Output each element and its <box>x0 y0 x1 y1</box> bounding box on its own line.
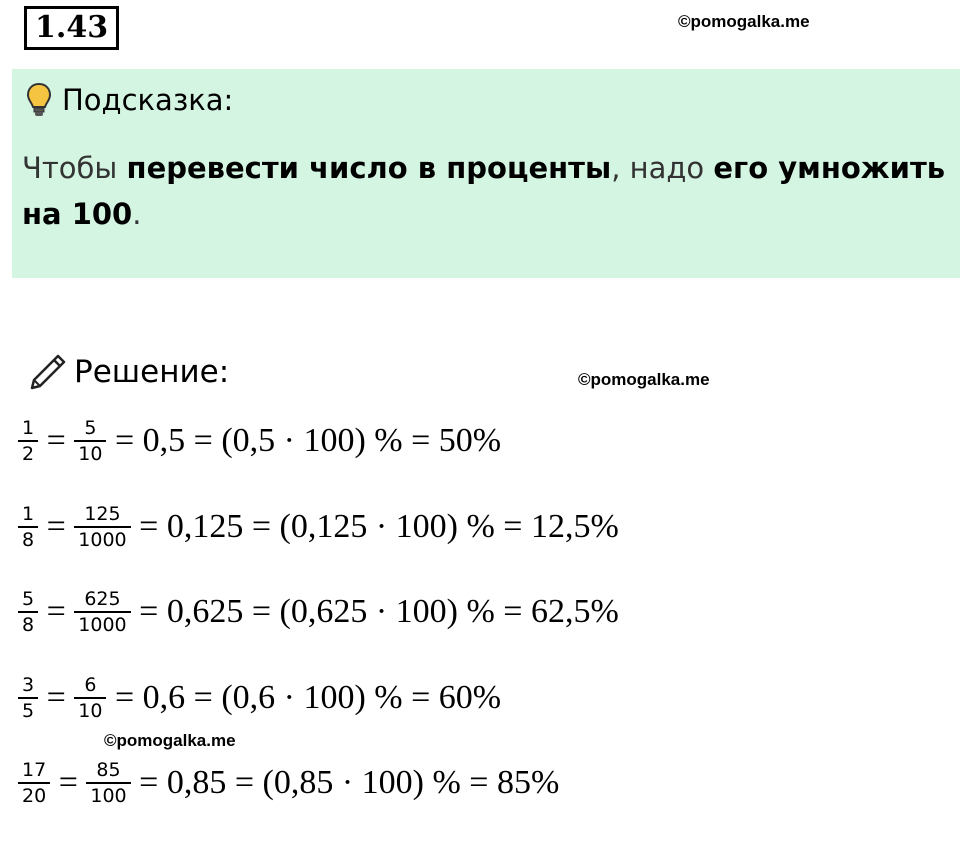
solution-title <box>28 352 229 392</box>
watermark-bottom: ©pomogalka.me <box>104 731 236 750</box>
fraction <box>76 416 104 466</box>
hint-text-bold: его умножить на 100 <box>22 151 946 231</box>
denominator: 20 <box>22 785 47 807</box>
denominator: 5 <box>22 700 35 722</box>
equation-row <box>18 587 619 637</box>
equals-sign: = <box>38 422 75 459</box>
hint-text-bold: перевести число в проценты <box>126 151 612 185</box>
numerator: 17 <box>22 759 47 781</box>
equals-sign: = <box>38 508 75 545</box>
numerator: 1 <box>22 503 35 525</box>
numerator: 5 <box>84 417 97 439</box>
denominator: 1000 <box>78 529 127 551</box>
equals-sign: = <box>50 764 87 801</box>
equation-rest: = 0,625 = (0,625 · 100) % = 62,5% <box>130 593 619 630</box>
equation-rest: = 0,5 = (0,5 · 100) % = 50% <box>106 422 502 459</box>
denominator: 2 <box>22 443 35 465</box>
denominator: 1000 <box>78 614 127 636</box>
hint-title-text: Подсказка: <box>62 83 234 117</box>
equals-sign: = <box>38 679 75 716</box>
equation-rest: = 0,85 = (0,85 · 100) % = 85% <box>130 764 560 801</box>
watermark-middle: ©pomogalka.me <box>578 370 710 389</box>
denominator: 8 <box>22 529 35 551</box>
hint-text-part: Чтобы <box>22 151 127 185</box>
fraction <box>20 416 36 466</box>
fraction <box>20 758 48 808</box>
numerator: 125 <box>84 503 121 525</box>
watermark-top: ©pomogalka.me <box>678 12 810 31</box>
fraction <box>20 587 36 637</box>
numerator: 1 <box>22 417 35 439</box>
fraction <box>76 502 128 552</box>
equation-rest: = 0,6 = (0,6 · 100) % = 60% <box>106 679 502 716</box>
fraction <box>88 758 128 808</box>
hint-title <box>26 82 233 118</box>
hint-text-part: . <box>132 197 142 231</box>
equation-row <box>18 502 619 552</box>
equation-rest: = 0,125 = (0,125 · 100) % = 12,5% <box>130 508 619 545</box>
equation-row <box>18 673 501 723</box>
denominator: 10 <box>78 700 103 722</box>
denominator: 8 <box>22 614 35 636</box>
numerator: 3 <box>22 674 35 696</box>
lightbulb-icon <box>26 82 52 118</box>
denominator: 100 <box>90 785 127 807</box>
equation-row <box>18 758 559 808</box>
equation-row <box>18 416 501 466</box>
pencil-icon <box>28 352 68 392</box>
hint-text <box>22 145 947 237</box>
fraction <box>20 673 36 723</box>
numerator: 6 <box>84 674 97 696</box>
fraction <box>76 587 128 637</box>
numerator: 625 <box>84 588 121 610</box>
numerator: 5 <box>22 588 35 610</box>
solution-title-text: Решение: <box>74 354 230 390</box>
fraction <box>20 502 36 552</box>
fraction <box>76 673 104 723</box>
equals-sign: = <box>38 593 75 630</box>
denominator: 10 <box>78 443 103 465</box>
problem-number: 1.43 <box>24 6 119 50</box>
numerator: 85 <box>96 759 121 781</box>
hint-text-part: , надо <box>611 151 714 185</box>
